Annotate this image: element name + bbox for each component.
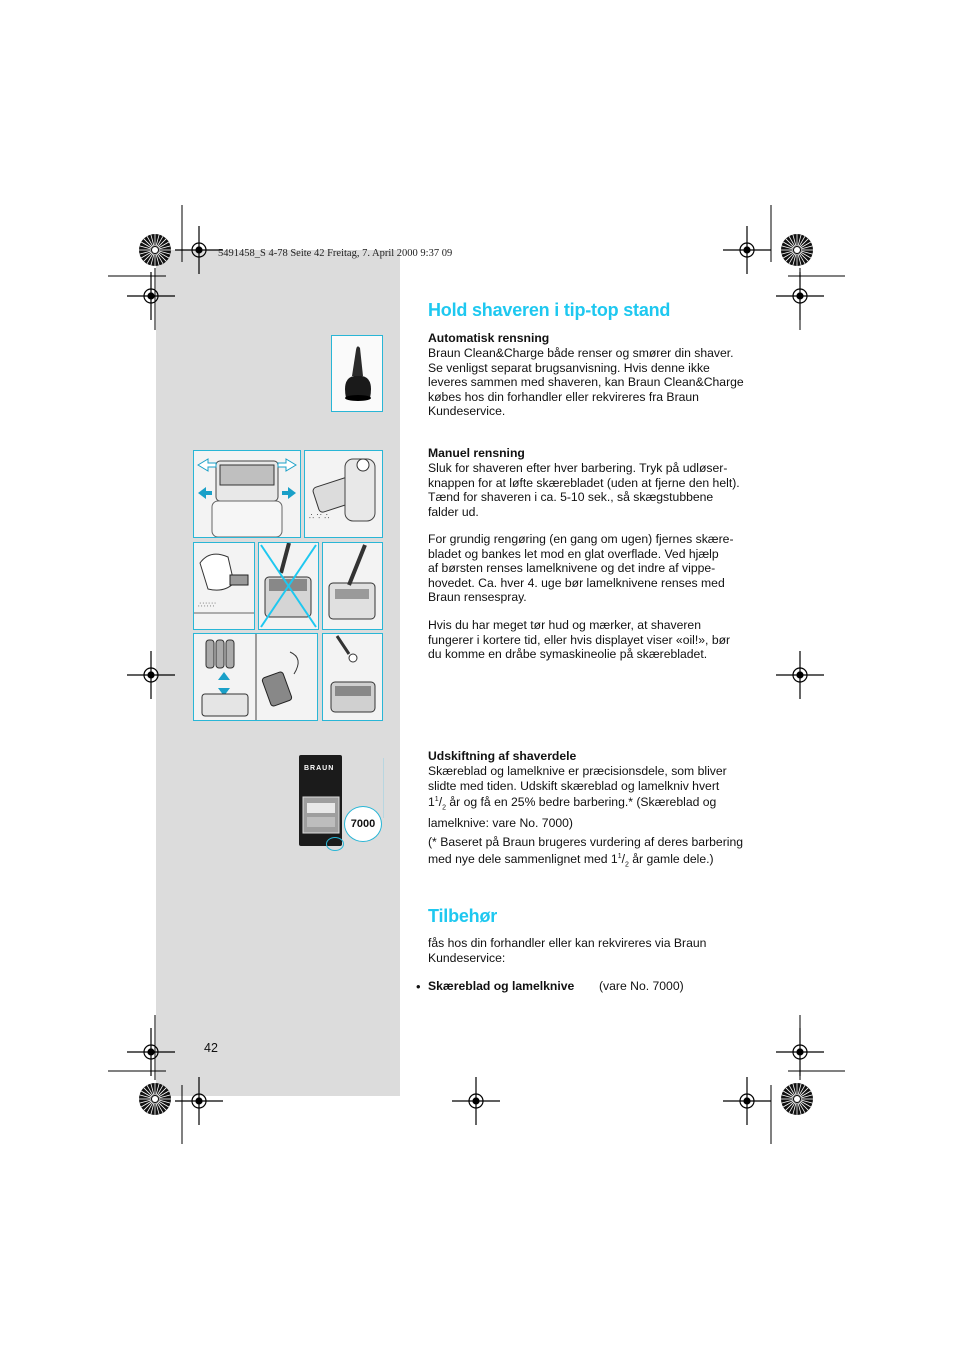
- weekly-cleaning-line: Braun rensespray.: [428, 590, 527, 605]
- registration-mark: [127, 1028, 175, 1076]
- manual-cleaning-line: knappen for at løfte skærebladet (uden at fjerne den helt).: [428, 475, 740, 490]
- replacement-subtitle: Udskiftning af shaverdele: [428, 749, 577, 763]
- manual-cleaning-block: [428, 446, 758, 519]
- manual-cleaning-line: Sluk for shaveren efter hver barbering. Tryk på udløser-: [428, 461, 728, 475]
- replacement-line: lamelknive: vare No. 7000): [428, 816, 573, 831]
- accessories-intro: [428, 936, 758, 965]
- auto-cleaning-line: købes hos din forhandler eller rekvireres fra Braun: [428, 389, 699, 404]
- auto-cleaning-block: [428, 331, 758, 419]
- accessory-item: [416, 979, 746, 994]
- illustration-cutter-spray: [193, 633, 318, 721]
- replacement-line: $1^1/_2$ år og få en 25% bedre barbering.* (Skæreblad og: [428, 795, 717, 812]
- svg-text:∴∵∴∵: ∴∵∴∵: [198, 601, 216, 609]
- clean-charge-image: [331, 335, 383, 412]
- color-wheel-mark: [781, 234, 813, 266]
- footnote-line: (* Baseret på Braun brugeres vurdering af deres barbering: [428, 835, 744, 849]
- auto-cleaning-line: leveres sammen med shaveren, kan Braun Clean&Charge: [428, 375, 744, 390]
- illustration-oil-foil: [322, 633, 383, 721]
- divider: [383, 758, 384, 818]
- accessory-item-ref: (vare No. 7000): [599, 979, 684, 993]
- replacement-pack-image: [299, 755, 342, 846]
- illustration-tap-foil: [193, 542, 255, 630]
- bullet: •: [416, 979, 421, 994]
- registration-mark: [776, 272, 824, 320]
- weekly-cleaning-line: af børsten renses lamelknivene og det indre af vippe-: [428, 561, 716, 576]
- registration-mark: [127, 651, 175, 699]
- manual-cleaning-line: falder ud.: [428, 504, 479, 519]
- footnote-line: med nye dele sammenlignet med $1^1/_2$ år gamle dele.): [428, 851, 714, 869]
- braun-logo: BRAUN: [304, 765, 335, 772]
- oil-advice-block: [428, 618, 758, 662]
- weekly-cleaning-line: hovedet. Ca. hver 4. uge bør lamelknivene renses med: [428, 575, 725, 590]
- illustration-brush-cutter: [322, 542, 383, 630]
- illustration-tap-out: [304, 450, 383, 538]
- footnote-block: [428, 835, 768, 873]
- weekly-cleaning-line: For grundig rengøring (en gang om ugen) fjernes skære-: [428, 532, 734, 546]
- clean-charge-station-icon: [332, 336, 382, 411]
- auto-cleaning-line: Kundeservice.: [428, 404, 506, 419]
- replacement-block: [428, 749, 758, 831]
- registration-mark: [776, 1028, 824, 1076]
- section-title-maintenance: Hold shaveren i tip-top stand: [428, 300, 671, 320]
- foil-cutter-icon: [299, 755, 342, 846]
- registration-mark: [452, 1077, 500, 1125]
- manual-cleaning-subtitle: Manuel rensning: [428, 446, 525, 460]
- registration-mark: [723, 1077, 771, 1125]
- color-wheel-mark: [781, 1083, 813, 1115]
- auto-cleaning-subtitle: Automatisk rensning: [428, 331, 550, 345]
- print-info-header: 5491458_S 4-78 Seite 42 Freitag, 7. April 2000 9:37 09: [218, 248, 453, 259]
- replacement-line: Skæreblad og lamelknive er præcisionsdele, som bliver: [428, 764, 727, 778]
- color-wheel-mark: [139, 1083, 171, 1115]
- registration-mark: [776, 651, 824, 699]
- page-number: 42: [204, 1041, 218, 1055]
- registration-mark: [723, 226, 771, 274]
- auto-cleaning-line: Braun Clean&Charge både renser og smører din shaver.: [428, 346, 734, 360]
- oil-advice-line: fungerer i kortere tid, eller hvis displayet viser «oil!», bør: [428, 632, 731, 647]
- svg-text:∴ ∵ ∴: ∴ ∵ ∴: [309, 512, 330, 521]
- oil-advice-line: du komme en dråbe symaskineolie på skærebladet.: [428, 647, 708, 662]
- illustration-do-not-brush-foil: [258, 542, 319, 630]
- part-number-badge: 7000: [344, 806, 382, 842]
- accessory-item-label: Skæreblad og lamelknive: [428, 979, 575, 993]
- oil-advice-line: Hvis du har meget tør hud og mærker, at shaveren: [428, 618, 701, 632]
- auto-cleaning-line: Se venligst separat brugsanvisning. Hvis denne ikke: [428, 360, 710, 375]
- manual-cleaning-line: Tænd for shaveren i ca. 5-10 sek., så skægstubbene: [428, 490, 714, 505]
- accessories-intro-line: Kundeservice:: [428, 950, 506, 965]
- illustration-release-foil: [193, 450, 301, 538]
- color-wheel-mark: [139, 234, 171, 266]
- registration-mark: [127, 272, 175, 320]
- replacement-line: slidte med tiden. Udskift skæreblad og lamelkniv hvert: [428, 778, 720, 793]
- weekly-cleaning-block: [428, 532, 758, 605]
- badge-callout-circle: [326, 837, 344, 851]
- weekly-cleaning-line: bladet og bankes let mod en glat overflade. Ved hjælp: [428, 546, 719, 561]
- accessories-intro-line: fås hos din forhandler eller kan rekvireres via Braun: [428, 936, 707, 950]
- section-title-accessories: Tilbehør: [428, 906, 498, 926]
